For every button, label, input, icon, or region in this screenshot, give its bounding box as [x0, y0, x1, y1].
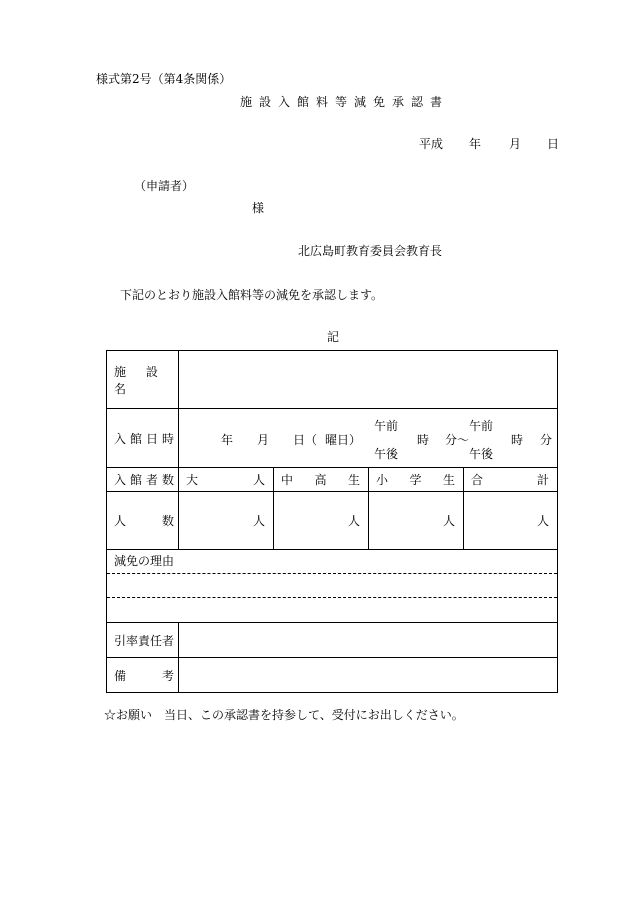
dt-minute-2: 分 [540, 433, 553, 447]
ki-marker: 記 [327, 330, 340, 344]
reason-box[interactable] [107, 550, 558, 623]
count-row [107, 492, 558, 550]
count-middle-high[interactable]: 人 [274, 492, 369, 550]
visitors-label: 入館者数 [107, 468, 179, 492]
dt-pm-1: 午後 [374, 447, 399, 461]
dt-am-1: 午前 [374, 419, 399, 433]
category-middle-high: 中 高 生 [274, 468, 369, 492]
dt-weekday: 曜日） [325, 433, 362, 447]
count-total[interactable]: 人 [464, 492, 558, 550]
dt-hour-1: 時 [417, 433, 430, 447]
dt-hour-2: 時 [511, 433, 524, 447]
count-label: 人 数 [107, 492, 179, 550]
issuer-title: 北広島町教育委員会教育長 [298, 244, 443, 258]
date-year: 年 [469, 137, 482, 151]
intro-statement: 下記のとおり施設入館料等の減免を承認します。 [120, 288, 384, 302]
applicant-label: （申請者） [134, 179, 195, 193]
reason-label: 減免の理由 [114, 554, 175, 568]
datetime-value[interactable] [179, 409, 558, 468]
honorific-sama: 様 [252, 201, 265, 215]
facility-label: 施 設 名 [107, 351, 179, 409]
datetime-label: 入館日時 [107, 409, 179, 468]
category-row [107, 468, 558, 492]
document-title: 施設入館料等減免承認書 [240, 95, 450, 109]
approval-form-table [106, 350, 558, 693]
date-day: 日 [547, 137, 560, 151]
leader-value[interactable] [179, 623, 558, 658]
category-total: 合 計 [464, 468, 558, 492]
dt-year: 年 [221, 433, 234, 447]
dt-month: 月 [257, 433, 270, 447]
dt-am-2: 午前 [469, 419, 494, 433]
leader-label: 引率責任者 [107, 623, 179, 658]
category-adult: 大 人 [179, 468, 274, 492]
leader-row [107, 623, 558, 658]
dt-minute-1: 分～ [445, 433, 470, 447]
reason-line-1[interactable] [107, 574, 557, 598]
datetime-row [107, 409, 558, 468]
footer-notice: ☆お願い 当日、この承認書を持参して、受付にお出しください。 [104, 708, 464, 722]
issue-date-line [419, 135, 559, 152]
remarks-row [107, 658, 558, 693]
reason-line-2[interactable] [107, 598, 557, 622]
form-number: 様式第2号（第4条関係） [96, 72, 232, 86]
dt-day: 日（ [293, 433, 318, 447]
remarks-label: 備 考 [107, 658, 179, 693]
reason-row [107, 550, 558, 623]
dt-pm-2: 午後 [469, 447, 494, 461]
facility-row [107, 351, 558, 409]
count-elementary[interactable]: 人 [369, 492, 464, 550]
category-elementary: 小 学 生 [369, 468, 464, 492]
date-month: 月 [509, 137, 522, 151]
facility-value[interactable] [179, 351, 558, 409]
date-era: 平成 [419, 137, 444, 151]
remarks-value[interactable] [179, 658, 558, 693]
count-adult[interactable]: 人 [179, 492, 274, 550]
